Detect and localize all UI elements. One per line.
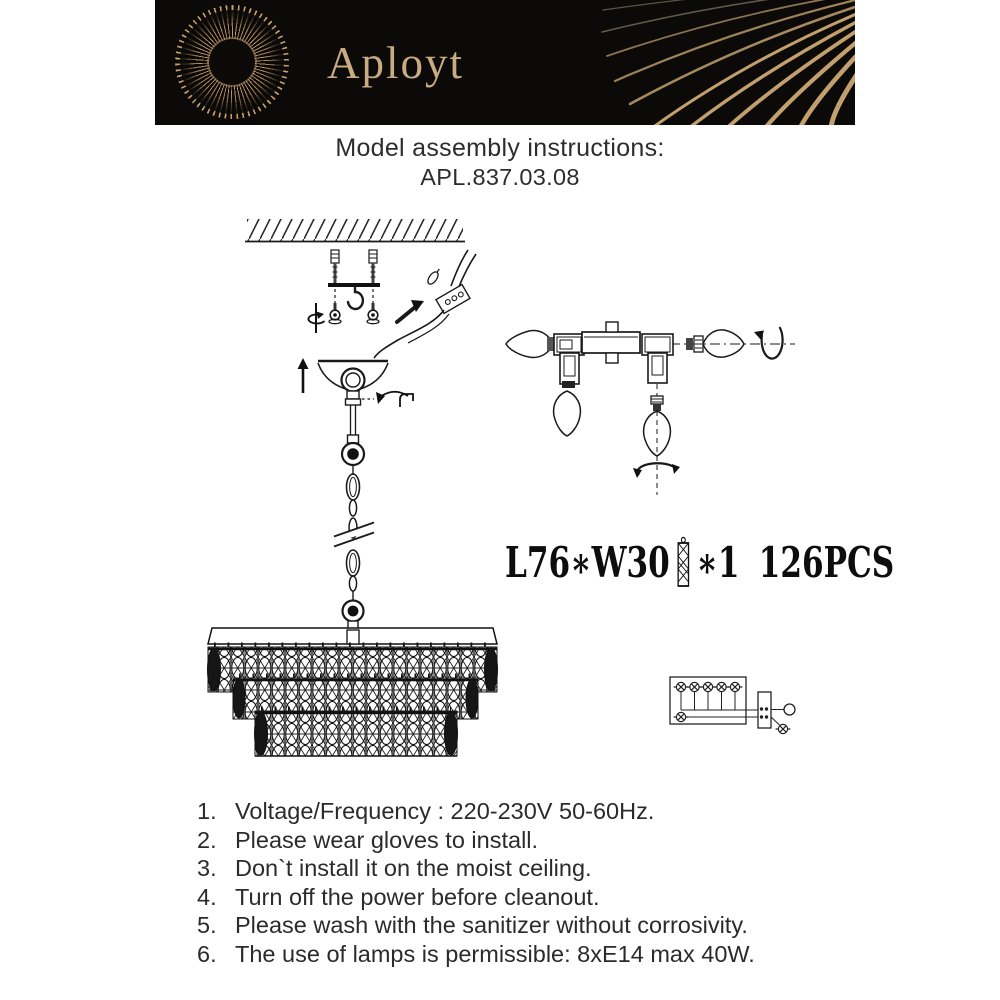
- chain-drawing: [332, 465, 376, 629]
- spec-line: [505, 536, 894, 588]
- ceiling-hatch-drawing: [245, 219, 465, 242]
- crystal-prism-icon: [676, 536, 689, 588]
- supply-cord-drawing: [374, 250, 476, 358]
- wiring-diagram: [670, 677, 795, 734]
- instruction-number: 1.: [197, 798, 217, 824]
- instruction-number: 2.: [197, 826, 217, 853]
- brand-banner: [155, 0, 855, 125]
- instruction-item: [197, 911, 877, 940]
- instruction-text: Don`t install it on the moist ceiling.: [235, 855, 592, 882]
- spec-dimensions: L76∗W30: [505, 537, 670, 587]
- instruction-number: 6.: [197, 940, 217, 967]
- instruction-text: Please wash with the sanitizer without corrosivity.: [235, 912, 748, 939]
- instruction-list: [197, 797, 877, 969]
- instruction-item: [197, 826, 877, 855]
- assembly-diagram: [150, 195, 860, 795]
- spec-quantity: ∗1: [696, 537, 740, 587]
- instruction-text: Please wear gloves to install.: [235, 826, 539, 853]
- page-title: Model assembly instructions:: [335, 134, 665, 162]
- instruction-text: Voltage/Frequency : 220-230V 50-60Hz.: [235, 798, 655, 824]
- instruction-text: Turn off the power before cleanout.: [235, 883, 600, 910]
- bulb-installation-drawing: [506, 322, 795, 495]
- twist-arrow-icon: [362, 392, 413, 407]
- spec-pieces: 126PCS: [758, 537, 895, 587]
- instruction-item: [197, 940, 877, 969]
- rotate-arrow-icon: [308, 303, 324, 333]
- instruction-number: 5.: [197, 912, 217, 939]
- banner-rays-decoration: [155, 0, 855, 125]
- up-arrow-icon: [298, 358, 309, 393]
- instruction-item: [197, 883, 877, 912]
- instruction-item: [197, 854, 877, 883]
- brand-name: Aployt: [327, 37, 465, 88]
- canopy-drawing: [318, 361, 388, 465]
- mounting-bracket-drawing: [328, 250, 380, 324]
- instruction-number: 3.: [197, 855, 217, 882]
- chandelier-drawing: [208, 628, 498, 756]
- instruction-text: The use of lamps is permissible: 8xE14 max 40W.: [235, 940, 755, 967]
- model-number: APL.837.03.08: [420, 164, 580, 190]
- instruction-item: [197, 797, 877, 826]
- instruction-number: 4.: [197, 883, 217, 910]
